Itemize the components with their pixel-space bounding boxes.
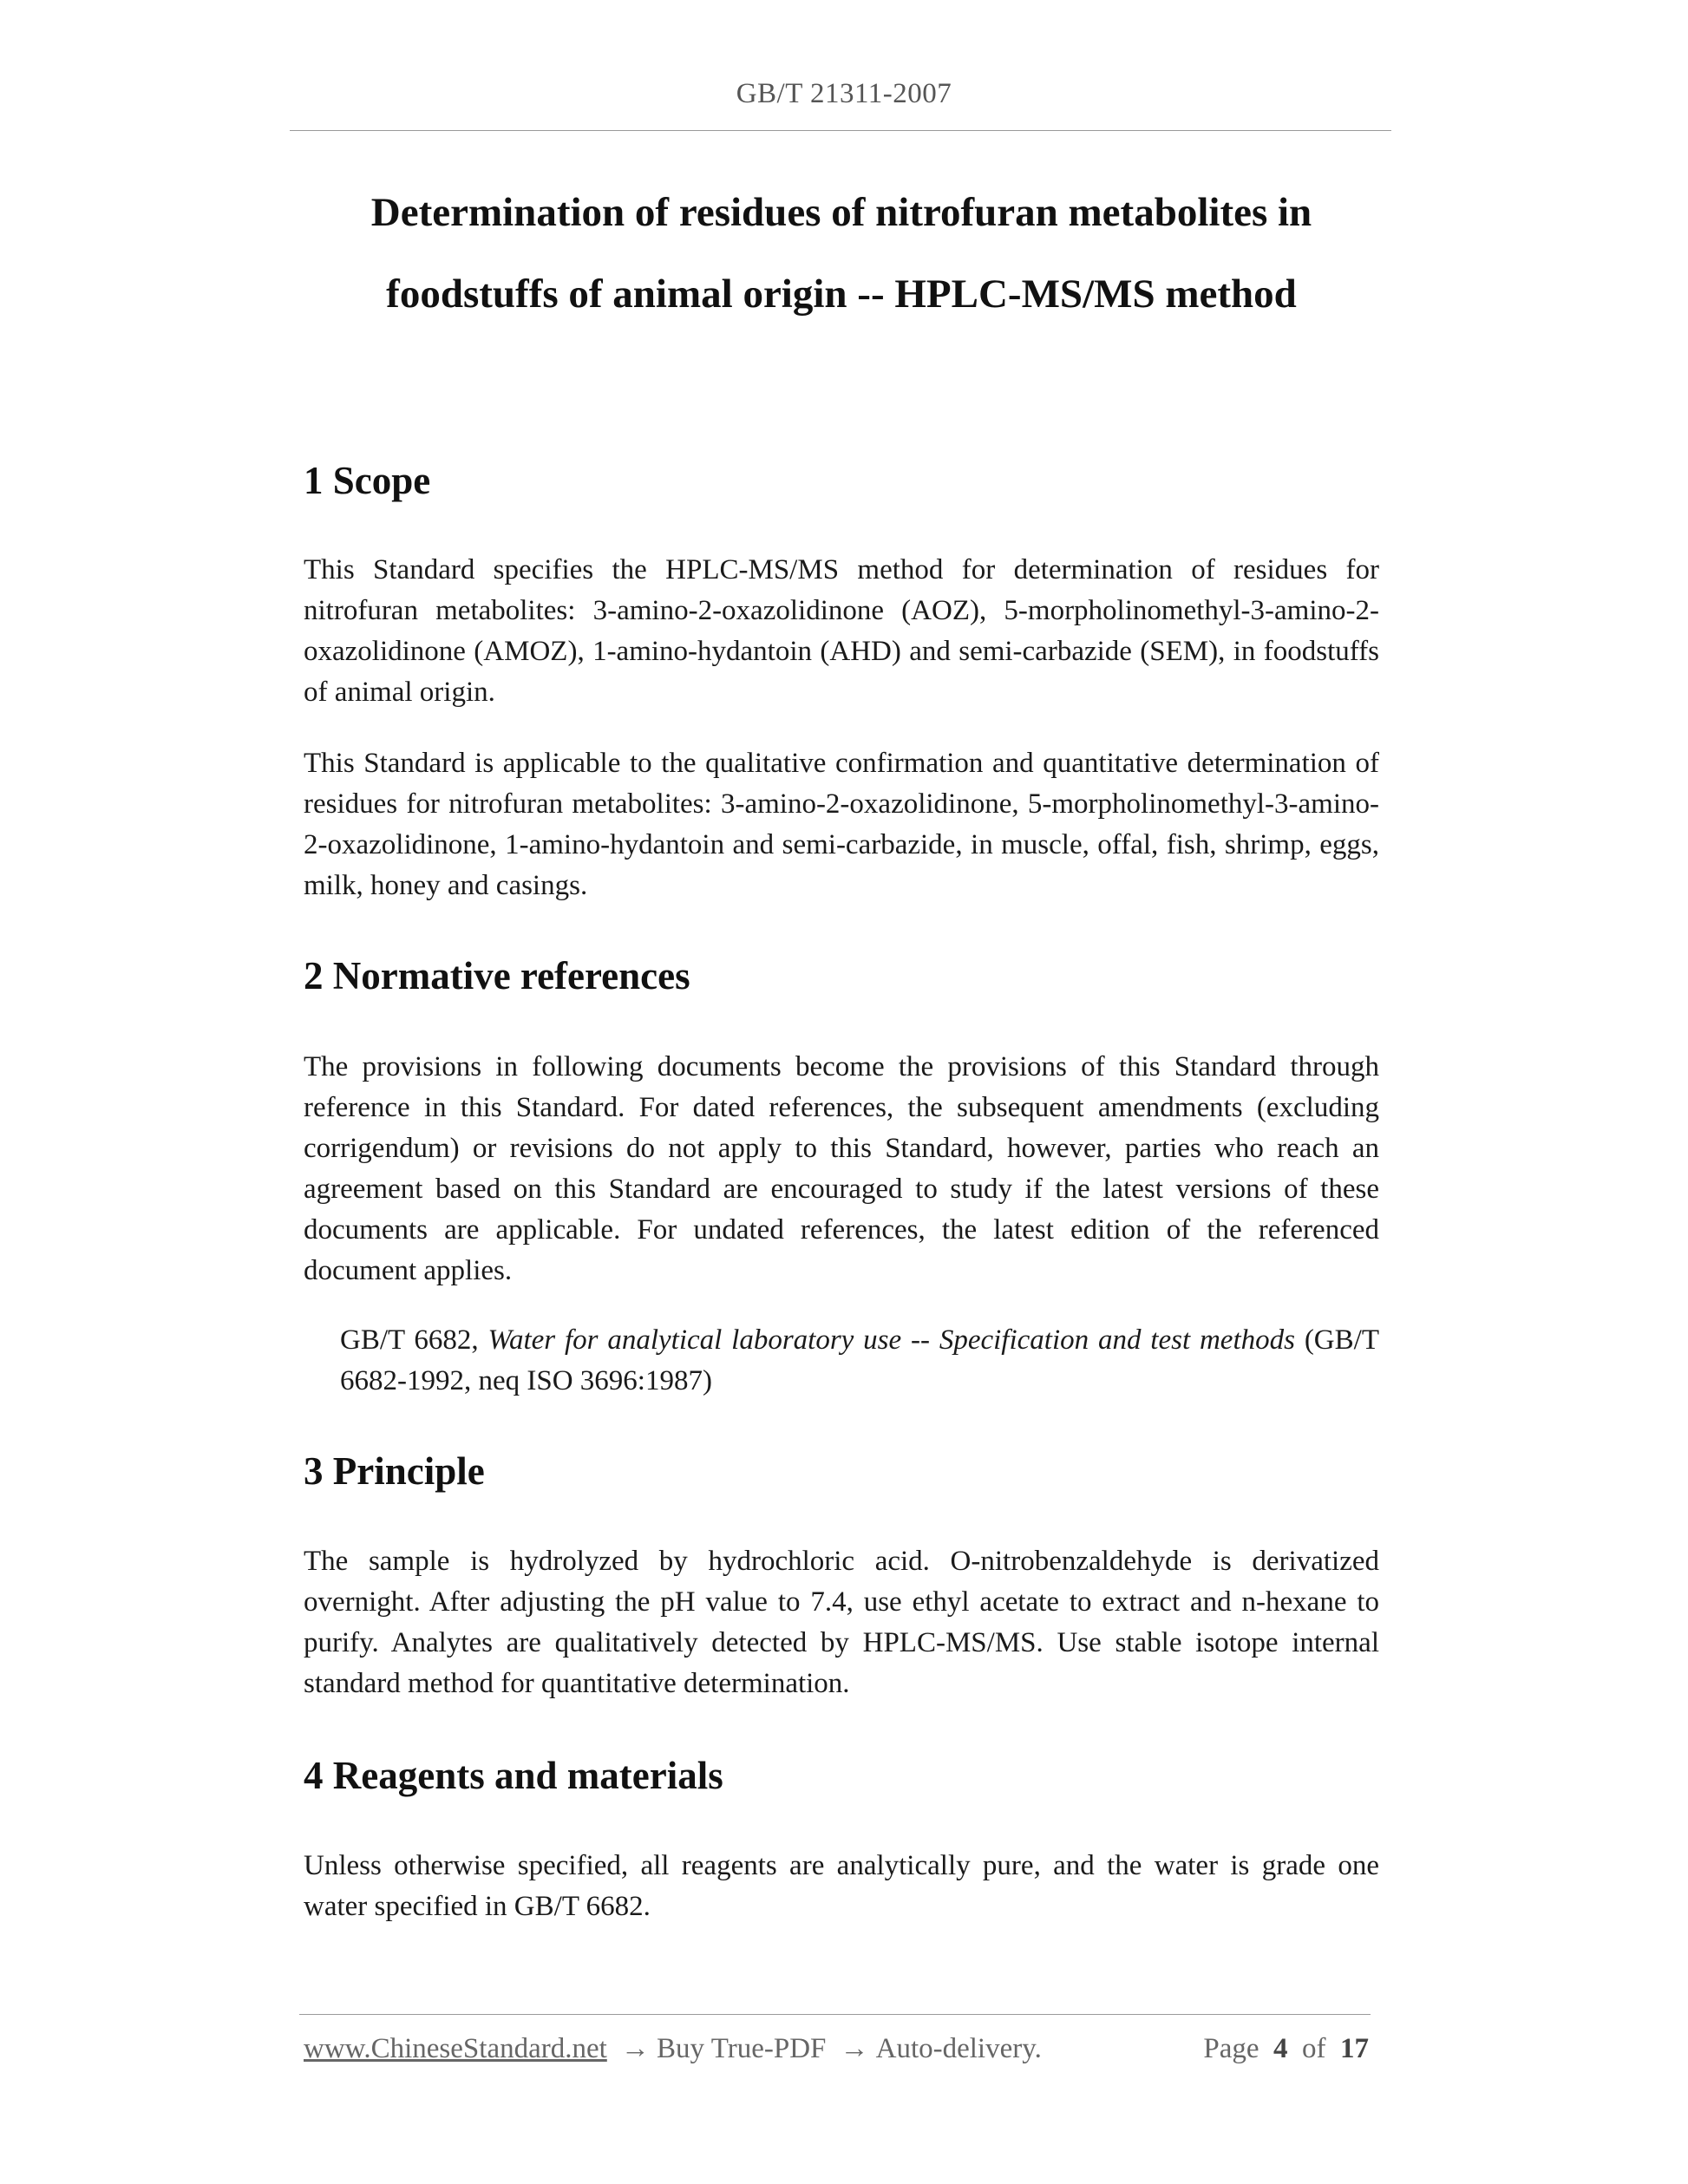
section-heading-scope: 1 Scope (304, 459, 431, 502)
reference-title: Water for analytical laboratory use -- Specification and test methods (487, 1324, 1295, 1356)
footer-divider (299, 2014, 1371, 2015)
arrow-right-icon: → (840, 2033, 869, 2064)
document-title (286, 172, 1397, 335)
normative-paragraph: The provisions in following documents become the provisions of this Standard through reference in this Standard. For dated references, the subsequent amendments (excluding corrigendum) or revisions do not apply to this Standard, however, parties who reach an agreement based on this Standard are encouraged to study if the latest versions of these documents are applicable. For undated references, the latest edition of the referenced document applies. (304, 1051, 1379, 1286)
page-indicator (1203, 2033, 1369, 2065)
current-page-number: 4 (1273, 2033, 1288, 2064)
total-pages-number: 17 (1340, 2033, 1369, 2064)
scope-paragraph-2: This Standard is applicable to the qualitative confirmation and quantitative determination of residues for nitrofuran metabolites: 3-amino-2-oxazolidinone, 5-morpholinomethyl-3-amino-2-oxazolidinone, 1-amino-hydantoin and semi-carbazide, in muscle, offal, fish, shrimp, eggs, milk, honey and casings. (304, 748, 1379, 901)
reference-note: (GB/T 6682-1992, neq ISO 3696:1987) (340, 1324, 1379, 1396)
header-divider (290, 130, 1391, 131)
title-line-1: Determination of residues of nitrofuran metabolites in (370, 190, 1312, 235)
reference-code: GB/T 6682, (340, 1324, 488, 1356)
principle-paragraph: The sample is hydrolyzed by hydrochloric acid. O-nitrobenzaldehyde is derivatized overnight. After adjusting the pH value to 7.4, use ethyl acetate to extract and n-hexane to purify. Analytes are qualitatively detected by HPLC-MS/MS. Use stable isotope internal standard method for quantitative determination. (304, 1546, 1379, 1699)
title-line-2: foodstuffs of animal origin -- HPLC-MS/MS method (386, 271, 1297, 317)
of-label: of (1302, 2033, 1326, 2064)
section-heading-normative-references: 2 Normative references (304, 954, 690, 997)
chinesestandard-link[interactable]: www.ChineseStandard.net (304, 2033, 607, 2064)
reagents-paragraph: Unless otherwise specified, all reagents are analytically pure, and the water is grade one water specified in GB/T 6682. (304, 1850, 1379, 1922)
auto-delivery-text: Auto-delivery. (875, 2033, 1042, 2064)
section-heading-reagents: 4 Reagents and materials (304, 1754, 723, 1797)
arrow-right-icon: → (621, 2033, 651, 2064)
footer-links (304, 2033, 1042, 2065)
scope-paragraph-1: This Standard specifies the HPLC-MS/MS method for determination of residues for nitrofuran metabolites: 3-amino-2-oxazolidinone (AOZ), 5-morpholinomethyl-3-amino-2-oxazolidinone (AMOZ), 1-amino-hydantoin (AHD) and semi-carbazide (SEM), in foodstuffs of animal origin. (304, 554, 1379, 708)
section-heading-principle: 3 Principle (304, 1449, 485, 1493)
header-standard-code: GB/T 21311-2007 (736, 78, 952, 109)
page-label: Page (1203, 2033, 1259, 2064)
normative-reference-item (340, 1320, 1379, 1402)
buy-true-pdf-text: Buy True-PDF (657, 2033, 827, 2064)
